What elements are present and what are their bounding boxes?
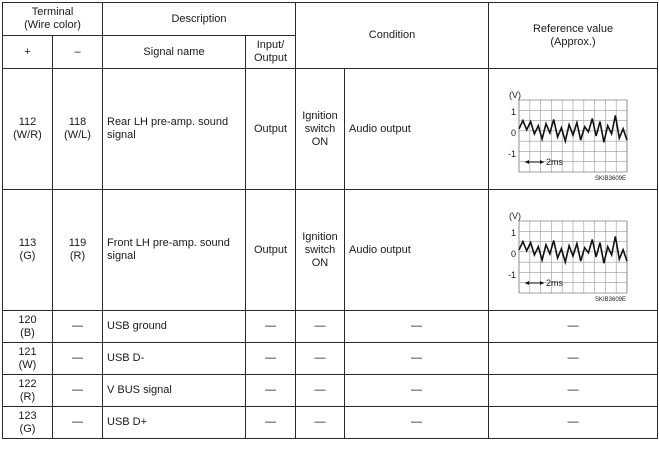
signal-name: USB ground [103, 311, 246, 343]
terminal-table [2, 2, 658, 439]
reference-value: — [489, 375, 658, 407]
condition-ignition: — [296, 343, 345, 375]
y-tick-1: 1 [511, 228, 517, 238]
terminal-header [3, 3, 103, 36]
signal-name: V BUS signal [103, 375, 246, 407]
approx-label: (Approx.) [550, 35, 596, 48]
condition-detail: Audio output [345, 69, 489, 190]
v-unit-label: (V) [509, 90, 522, 100]
reference-value: — [489, 311, 658, 343]
condition-ignition: — [296, 311, 345, 343]
table-row [3, 343, 658, 375]
table-row [3, 311, 658, 343]
terminal-minus: — [53, 407, 103, 439]
terminal-minus: — [53, 375, 103, 407]
terminal-minus: 118 (W/L) [53, 69, 103, 190]
condition-detail: — [345, 407, 489, 439]
condition-ignition: Ignition switch ON [296, 69, 345, 190]
io-cell: — [246, 343, 296, 375]
condition-detail: — [345, 311, 489, 343]
reference-waveform-cell [489, 69, 658, 190]
io-cell: — [246, 311, 296, 343]
terminal-plus: 113 (G) [3, 190, 53, 311]
condition-detail: Audio output [345, 190, 489, 311]
description-header: Description [103, 3, 296, 36]
oscilloscope-waveform [489, 70, 657, 188]
condition-ignition: — [296, 407, 345, 439]
table-row [3, 375, 658, 407]
y-tick-minus1: -1 [508, 270, 517, 280]
y-tick-0: 0 [511, 128, 517, 138]
condition-detail: — [345, 343, 489, 375]
terminal-label: Terminal [31, 6, 74, 18]
io-cell: Output [246, 69, 296, 190]
signal-name: Rear LH pre-amp. sound signal [103, 69, 246, 190]
terminal-minus: — [53, 311, 103, 343]
time-division-label: 2ms [546, 278, 564, 288]
y-tick-1: 1 [511, 107, 517, 117]
terminal-plus: 122 (R) [3, 375, 53, 407]
figure-code: SKIB3609E [594, 297, 627, 303]
condition-ignition: — [296, 375, 345, 407]
oscilloscope-waveform [489, 191, 657, 309]
io-cell: — [246, 407, 296, 439]
terminal-minus: 119 (R) [53, 190, 103, 311]
time-division-label: 2ms [546, 157, 564, 167]
condition-detail: — [345, 375, 489, 407]
figure-code: SKIB3609E [594, 176, 627, 182]
signal-name: USB D- [103, 343, 246, 375]
io-cell: Output [246, 190, 296, 311]
table-row [3, 69, 658, 190]
io-cell: — [246, 375, 296, 407]
terminal-plus: 121 (W) [3, 343, 53, 375]
condition-ignition: Ignition switch ON [296, 190, 345, 311]
v-unit-label: (V) [509, 211, 522, 221]
reference-header [489, 3, 658, 69]
y-tick-minus1: -1 [508, 149, 517, 159]
signal-name: Front LH pre-amp. sound signal [103, 190, 246, 311]
signal-name: USB D+ [103, 407, 246, 439]
reference-value: — [489, 343, 658, 375]
condition-header: Condition [296, 3, 489, 69]
reference-waveform-cell [489, 190, 658, 311]
terminal-plus: 123 (G) [3, 407, 53, 439]
plus-header: + [3, 36, 53, 69]
terminal-minus: — [53, 343, 103, 375]
input-output-header: Input/ Output [246, 36, 296, 69]
table-row [3, 407, 658, 439]
reference-label: Reference value [532, 22, 614, 35]
table-row [3, 190, 658, 311]
wire-color-label: (Wire color) [24, 19, 81, 31]
minus-header: – [53, 36, 103, 69]
time-division-marker [525, 160, 544, 164]
terminal-plus: 112 (W/R) [3, 69, 53, 190]
reference-value: — [489, 407, 658, 439]
terminal-plus: 120 (B) [3, 311, 53, 343]
y-tick-0: 0 [511, 249, 517, 259]
time-division-marker [525, 281, 544, 285]
signal-name-header: Signal name [103, 36, 246, 69]
